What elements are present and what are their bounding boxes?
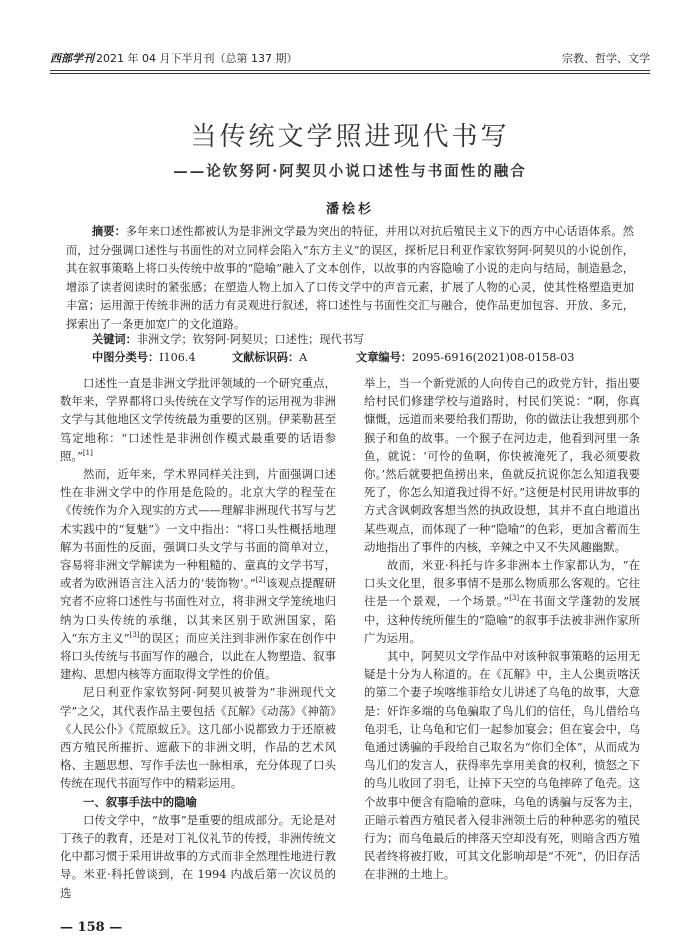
paragraph: 其中，阿契贝文学作品中对该种叙事策略的运用无疑是十分为人称道的。在《瓦解》中，主人公奥贡喀沃的第二个妻子埃喀维菲给女儿讲述了乌龟的故事，大意是：奸诈多端的乌龟骗取了鸟儿们的信任，鸟儿借给乌龟羽毛，让乌龟和它们一起参加宴会；但在宴会中，乌龟通过诱骗的手段给自己取名为“你们全体”，从而成为鸟儿们的发言人，获得率先享用美食的权利，愤怒之下的鸟儿收回了羽毛，让掉下天空的乌龟摔碎了龟壳。这个故事中便含有隐喻的意味，乌龟的诱骗与反客为主，正暗示着西方殖民者入侵非洲领土后的种种恶劣的殖民行为；而乌龟最后的摔落天空却没有死，则暗含西方殖民者终将被打败，可其文化影响却是“不死”，仍旧存活在非洲的土地上。 bbox=[364, 649, 640, 882]
page-number: — 158 — bbox=[60, 920, 123, 935]
abstract-label: 摘要： bbox=[92, 224, 126, 238]
identifiers-line bbox=[92, 348, 636, 367]
paragraph: 举上，当一个新党派的人向传自己的政党方针，指出要给村民们修建学校与道路时，村民们笑说：“啊，你真慷慨，远道而来要给我们帮助，你的做法让我想到那个猴子和鱼的故事。一个猴子在河边走，他看到河里一条鱼，就说：‘可怜的鱼啊，你快被淹死了，我必须要救你。’然后就要把鱼捞出来，鱼就反抗说你怎么知道我要死了，你怎么知道我过得不好。”这便是村民用讲故事的方式含讽刺政客想当然的执政设想，其并不直白地道出某些观点，而体现了一种“隐喻”的色彩，更加含蓄而生动地指出了事件的内核，辛辣之中又不失风趣幽默。 bbox=[364, 376, 640, 554]
article-subtitle: ——论钦努阿·阿契贝小说口述性与书面性的融合 bbox=[173, 163, 527, 180]
paragraph: 故而，米亚·科托与许多非洲本土作家都认为，“在口头文化里，很多事情不是那么物质那么客观的。它往往是一个景观，一个场景。”[3]在书面文学蓬勃的发展中，这种传统所催生的“隐喻”的叙事手法被非洲作家所广为运用。 bbox=[364, 558, 640, 645]
clc-label: 中图分类号： bbox=[92, 350, 160, 364]
article-number: 2095-6916(2021)08-0158-03 bbox=[411, 351, 575, 364]
header-left bbox=[50, 50, 297, 66]
article-title: 当传统文学照进现代书写 bbox=[190, 122, 510, 152]
article-number-label: 文章编号： bbox=[356, 350, 412, 364]
keywords: 非洲文学；钦努阿·阿契贝；口述性；现代书写 bbox=[136, 333, 365, 346]
journal-name: 西部学刊 bbox=[50, 52, 94, 65]
body-column-right bbox=[364, 374, 640, 884]
keywords-line bbox=[92, 330, 636, 349]
section-heading: 一、叙事手法中的隐喻 bbox=[83, 794, 197, 809]
keywords-label: 关键词： bbox=[92, 332, 137, 346]
header-rule-bottom bbox=[50, 73, 650, 74]
citation: [2] bbox=[255, 576, 266, 585]
paragraph: 口传文学中，“故事”是重要的组成部分。无论是对丁孩子的教育，还是对丁礼仪礼节的传授，非洲传统文化中都习惯于采用讲故事的方式而非全然理性地进行教导。米亚·科托曾谈到，在 1994 内战后第一次议员的选 bbox=[60, 812, 336, 900]
clc-code: I106.4 bbox=[159, 351, 196, 364]
section-name: 宗教、哲学、文学 bbox=[562, 52, 650, 65]
citation: [3] bbox=[129, 631, 140, 640]
citation: [3] bbox=[509, 594, 520, 603]
abstract bbox=[66, 222, 634, 335]
abstract-text: 多年来口述性都被认为是非洲文学最为突出的特征，并用以对抗后殖民主义下的西方中心话语体系。然而，过分强调口述性与书面性的对立同样会陷入“东方主义”的误区，探析尼日利亚作家钦努阿·阿契贝的小说创作，其在叙事策略上将口头传统中故事的“隐喻”融入了文本创作，以故事的内容隐喻了小说的走向与结局，制造悬念，增添了读者阅读时的紧张感；在塑造人物上加入了口传文学中的声音元素，扩展了人物的心灵，使其性格塑造更加丰富；运用源于传统非洲的活力有灵观进行叙述，将口述性与书面性交汇与融合，使作品更加包容、开放、多元，探索出了一条更加宽广的文化道路。 bbox=[66, 225, 634, 331]
doc-code-label: 文献标识码： bbox=[232, 350, 300, 364]
citation: [1] bbox=[82, 449, 93, 458]
running-header bbox=[50, 46, 650, 68]
header-rule-top bbox=[50, 70, 650, 71]
doc-code: A bbox=[299, 351, 308, 364]
article-author: 潘桧杉 bbox=[325, 202, 374, 217]
paragraph: 然而，近年来，学术界同样关注到，片面强调口述性在非洲文学中的作用是危险的。北京大学的程莹在《传统作为介入现实的方式——理解非洲现代书写与艺术实践中的“复魅”》一文中指出：“将口头性概括地理解为书面性的反面，强调口头文学与书面的简单对立，容易将非洲文学解读为一种粗糙的、童真的文学书写，或者为欧洲语言注入活力的‘装饰物’。”[2]该观点提醒研究者不应将口述性与书面性对立，将非洲文学笼统地归纳为口头传统的承继，以其来区别于欧洲国家，陷入“东方主义”[3]的误区；而应关注到非洲作家在创作中将口头传统与书面写作的融合，以此在人物塑造、叙事建构、思想内核等方面取得文学性的价值。 bbox=[60, 467, 336, 682]
body-column-left bbox=[60, 374, 336, 902]
issue-info: 2021 年 04 月下半月刊（总第 137 期） bbox=[96, 52, 298, 65]
paragraph: 尼日利亚作家钦努阿·阿契贝被誉为“非洲现代文学”之父，其代表作品主要包括《瓦解》《动荡》《神箭》《人民公仆》《荒原蚁丘》。这几部小说都致力于还原被西方殖民所摧折、遮蔽下的非洲文明，作品的艺术风格、主题思想、写作手法也一脉相承，充分体现了口头传统在现代书面写作中的精彩运用。 bbox=[60, 685, 336, 791]
paragraph: 口述性一直是非洲文学批评领域的一个研究重点，数年来，学界都将口头传统在文学写作的运用视为非洲文学与其他地区文学传统最为重要的区别。伊莱勒甚至笃定地称：“口述性是非洲创作模式最重要的话语参照。”[1] bbox=[60, 376, 336, 463]
